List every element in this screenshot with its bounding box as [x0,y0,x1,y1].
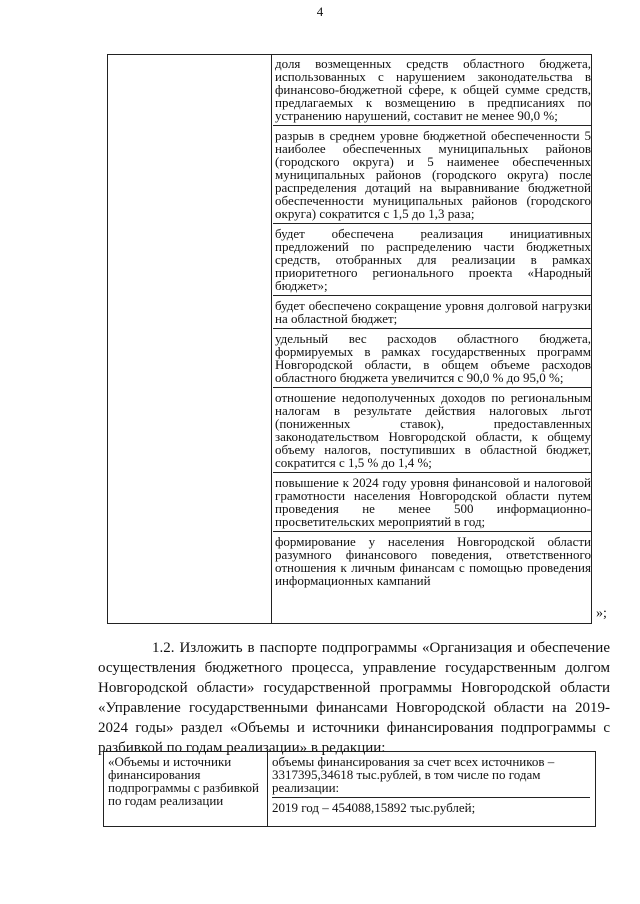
indicator-item: удельный вес расходов областного бюджета, формируемых в рамках государственных программ Новгородской области, в общем объеме расходов областного бюджета увеличится с 90,0 % до 95,0 %; [273,332,591,388]
funding-values [272,755,590,820]
indicators-cell [273,57,591,590]
page-number: 4 [316,4,324,19]
amendment-paragraph: 1.2. Изложить в паспорте подпрограммы «Организация и обеспечение осуществления бюджетного процесса, управление государственным долгом Новгородской области» государственной программы Новгородской области «Управление государственными финансами Новгородской области на 2019-2024 годы» раздел «Объемы и источники финансирования подпрограммы с разбивкой по годам реализации» в редакции: [98,640,610,756]
funding-item: 2019 год – 454088,15892 тыс.рублей; [272,800,476,815]
indicator-item: доля возмещенных средств областного бюджета, использованных с нарушением законодательства в финансово-бюджетной сфере, к общей сумме средств, предлагаемых к возмещению в предписаниях по устранению нарушений, составит не менее 90,0 %; [273,57,591,126]
funding-label: «Объемы и источники финансирования подпрограммы с разбивкой по годам реализации [108,754,259,808]
funding-item: объемы финансирования за счет всех источников – 3317395,34618 тыс.рублей, в том числе по годам реализации: [272,755,590,798]
funding-table [103,751,596,827]
indicator-item: повышение к 2024 году уровня финансовой и налоговой грамотности населения Новгородской области путем проведения не менее 500 информационно-просветительских мероприятий в год; [273,476,591,532]
indicator-item: отношение недополученных доходов по региональным налогам в результате действия налоговых льгот (пониженных ставок), предоставленных законодательством Новгородской области, к общему объему налогов, поступивших в областной бюджет, сократится с 1,5 % до 1,4 %; [273,391,591,473]
closing-quote: »; [596,606,607,621]
column-divider [267,752,268,826]
column-divider [271,55,272,623]
indicator-item: формирование у населения Новгородской области разумного финансового поведения, ответственного отношения к личным финансам с помощью проведения информационных кампаний [275,534,591,588]
indicator-item: будет обеспечено сокращение уровня долговой нагрузки на областной бюджет; [273,299,591,329]
indicator-item: будет обеспечена реализация инициативных предложений по распределению части бюджетных средств, отобранных для реализации в рамках приоритетного регионального проекта «Народный бюджет»; [273,227,591,296]
indicator-item: разрыв в среднем уровне бюджетной обеспеченности 5 наиболее обеспеченных муниципальных районов (городского округа) и 5 наименее обеспеченных муниципальных районов (городского округа) после распределения дотаций на выравнивание бюджетной обеспеченности муниципальных районов (городского округа) сократится с 1,5 до 1,3 раза; [273,129,591,224]
indicators-table [107,54,592,624]
